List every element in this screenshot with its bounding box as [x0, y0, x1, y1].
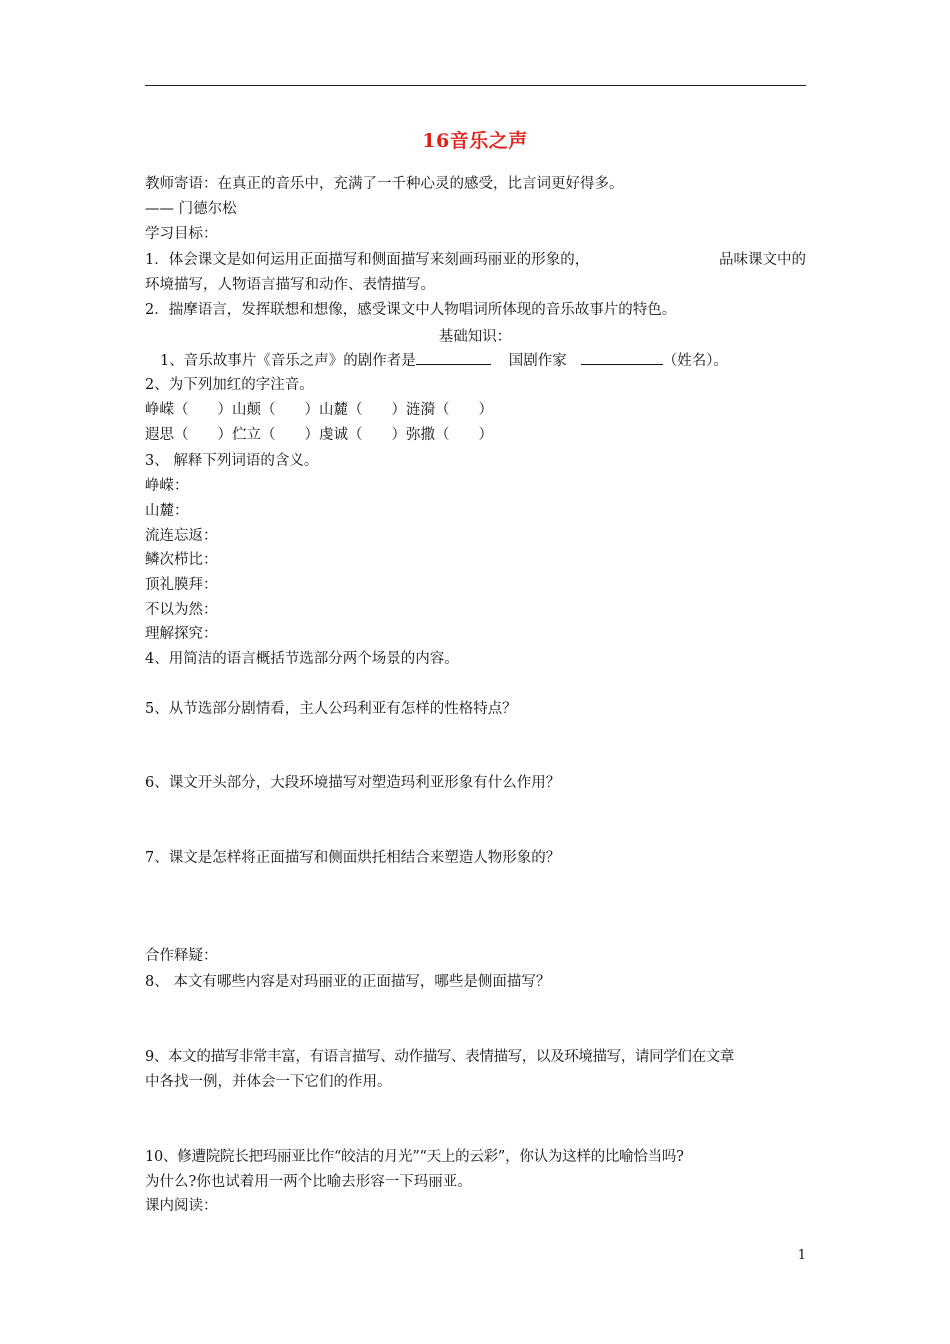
question-1-middle: 国剧作家	[508, 353, 567, 369]
page-number: 1	[797, 1248, 806, 1263]
reading-heading: 课内阅读：	[145, 1198, 218, 1214]
pinyin-row-1	[145, 400, 493, 420]
question-9: 9、本文的描写非常丰富，有语言描写、动作描写、表情描写，以及环境描写，请同学们在文章	[145, 1049, 735, 1065]
page-title: 16音乐之声	[422, 130, 528, 152]
term-item: 流连忘返：	[145, 528, 218, 544]
pinyin-item: 涟漪（ ）	[406, 402, 493, 418]
question-1	[160, 350, 728, 371]
basic-knowledge-heading: 基础知识：	[438, 329, 512, 345]
question-8: 8、 本文有哪些内容是对玛丽亚的正面描写，哪些是侧面描写？	[145, 974, 551, 990]
question-1-prefix: 1、音乐故事片《音乐之声》的剧作者是	[160, 353, 416, 369]
explore-heading: 理解探究：	[145, 626, 218, 642]
cooperation-heading: 合作释疑：	[145, 948, 218, 964]
objective-1-right: 品味课文中的	[719, 252, 806, 268]
question-3: 3、 解释下列词语的含义。	[145, 453, 319, 469]
question-10: 10、修遭院院长把玛丽亚比作“皎洁的月光”“天上的云彩”，你认为这样的比喻恰当吗?	[145, 1149, 684, 1165]
objective-2: 2．揣摩语言，发挥联想和想像，感受课文中人物唱词所体现的音乐故事片的特色。	[145, 302, 677, 318]
objective-1-left: 1．体会课文是如何运用正面描写和侧面描写来刻画玛丽亚的形象的，	[145, 252, 590, 268]
objective-1	[145, 250, 806, 270]
question-5: 5、从节选部分剧情看，主人公玛利亚有怎样的性格特点？	[145, 701, 517, 717]
pinyin-item: 伫立（ ）	[232, 427, 319, 443]
teacher-motto: 教师寄语：在真正的音乐中，充满了一千种心灵的感受，比言词更好得多。	[145, 176, 624, 192]
term-item: 峥嵘：	[145, 478, 189, 494]
pinyin-item: 虔诚（ ）	[319, 427, 406, 443]
pinyin-item: 山颠（ ）	[232, 402, 319, 418]
question-4: 4、用简洁的语言概括节选部分两个场景的内容。	[145, 651, 459, 667]
term-item: 山麓：	[145, 503, 189, 519]
objective-1-cont: 环境描写，人物语言描写和动作、表情描写。	[145, 277, 435, 293]
objectives-heading: 学习目标：	[145, 226, 218, 242]
pinyin-item: 遐思（ ）	[145, 427, 232, 443]
term-item: 顶礼膜拜：	[145, 577, 218, 593]
question-7: 7、课文是怎样将正面描写和侧面烘托相结合来塑造人物形象的？	[145, 850, 561, 866]
term-item: 鳞次栉比：	[145, 552, 218, 568]
question-6: 6、课文开头部分，大段环境描写对塑造玛利亚形象有什么作用？	[145, 775, 561, 791]
question-10-cont: 为什么?你也试着用一两个比喻去形容一下玛丽亚。	[145, 1174, 472, 1190]
question-2: 2、为下列加红的字注音。	[145, 377, 314, 393]
question-9-cont: 中各找一例，并体会一下它们的作用。	[145, 1074, 392, 1090]
pinyin-item: 弥撒（ ）	[406, 427, 493, 443]
question-1-suffix: （姓名）。	[662, 353, 728, 369]
pinyin-item: 山麓（ ）	[319, 402, 406, 418]
pinyin-row-2	[145, 425, 493, 445]
term-item: 不以为然：	[145, 602, 218, 618]
motto-author: —— 门德尔松	[145, 201, 237, 217]
answer-blank-author[interactable]	[416, 350, 491, 365]
pinyin-item: 峥嵘（ ）	[145, 402, 232, 418]
header-rule	[145, 85, 806, 86]
answer-blank-name[interactable]	[581, 350, 663, 365]
